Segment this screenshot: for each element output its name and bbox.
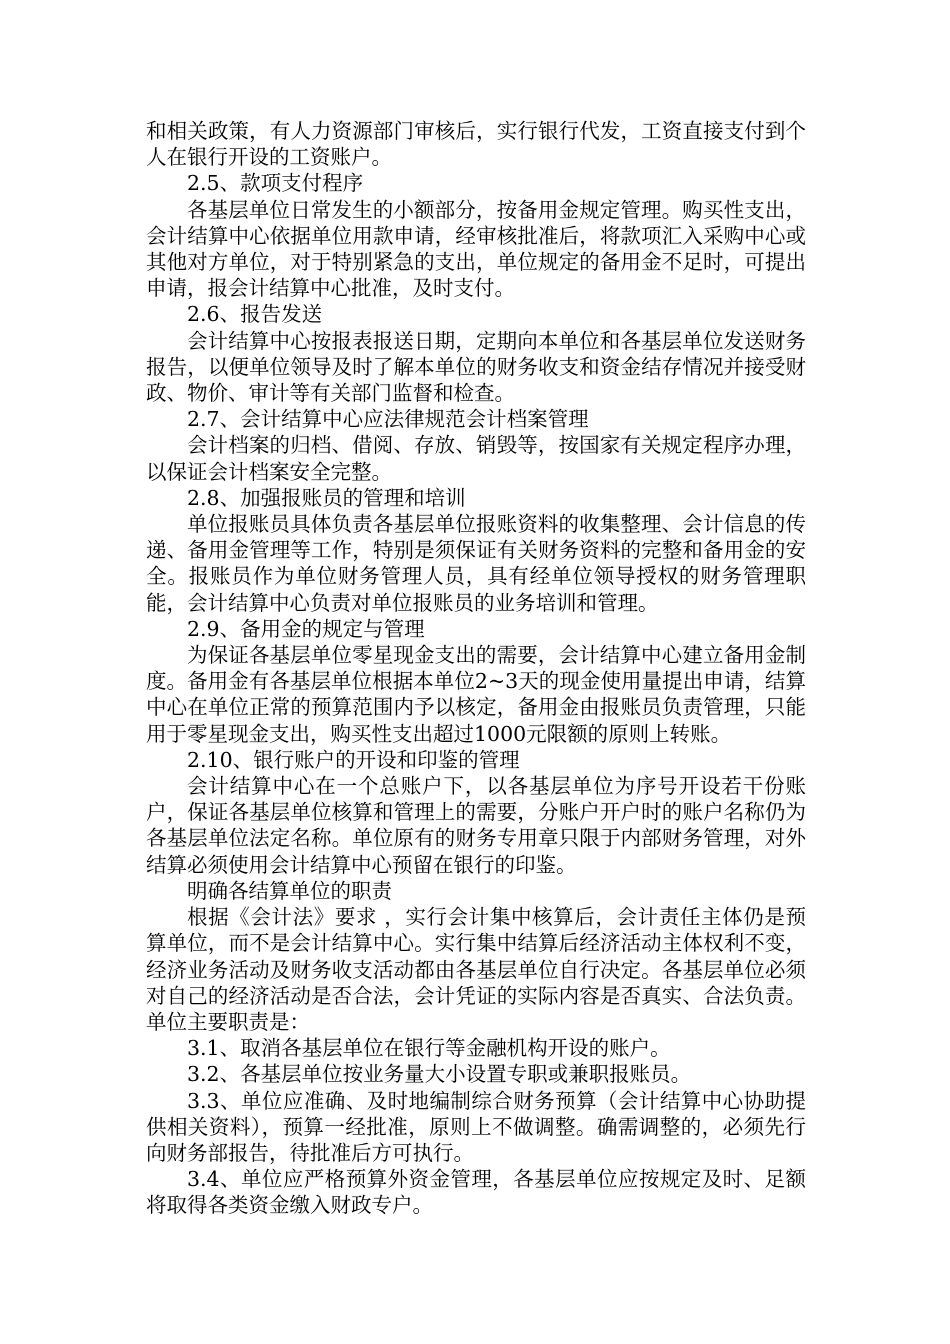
section-heading-2-9: 2.9、备用金的规定与管理 (187, 616, 425, 641)
list-item-3-3: 3.3、单位应准确、及时地编制综合财务预算（会计结算中心协助提供相关资料），预算一经批准，原则上不做调整。确需调整的，必须先行向财务部报告，待批准后方可执行。 (146, 1088, 806, 1165)
list-item-3-4: 3.4、单位应严格预算外资金管理，各基层单位应按规定及时、足额将取得各类资金缴入财政专户。 (146, 1167, 806, 1218)
paragraph: 各基层单位日常发生的小额部分，按备用金规定管理。购买性支出，会计结算中心依据单位用款申请，经审核批准后，将款项汇入采购中心或其他对方单位，对于特别紧急的支出，单位规定的备用金不足时，可提出申请，报会计结算中心批准，及时支付。 (146, 197, 806, 301)
section-heading-2-10: 2.10、银行账户的开设和印鉴的管理 (187, 747, 520, 772)
paragraph: 会计结算中心在一个总账户下，以各基层单位为序号开设若干份账户，保证各基层单位核算和管理上的需要，分账户开户时的账户名称仍为各基层单位法定名称。单位原有的财务专用章只限于内部财务管理，对外结算必须使用会计结算中心预留在银行的印鉴。 (146, 774, 806, 877)
section-heading-2-5: 2.5、款项支付程序 (187, 171, 364, 196)
section-heading-2-7: 2.7、会计结算中心应法律规范会计档案管理 (187, 407, 589, 432)
section-heading-2-8: 2.8、加强报账员的管理和培训 (187, 485, 466, 510)
list-item-3-2: 3.2、各基层单位按业务量大小设置专职或兼职报账员。 (187, 1062, 692, 1087)
section-heading-responsibilities: 明确各结算单位的职责 (187, 878, 392, 903)
section-heading-2-6: 2.6、报告发送 (187, 302, 323, 327)
document-page (146, 118, 806, 1219)
paragraph: 根据《会计法》要求 ，实行会计集中核算后，会计责任主体仍是预算单位，而不是会计结算中心。实行集中结算后经济活动主体权利不变，经济业务活动及财务收支活动都由各基层单位自行决定。各基层单位必须对自己的经济活动是否合法，会计凭证的实际内容是否真实、合法负责。单位主要职责是： (146, 905, 806, 1034)
paragraph: 单位报账员具体负责各基层单位报账资料的收集整理、会计信息的传递、备用金管理等工作，特别是须保证有关财务资料的完整和备用金的安全。报账员作为单位财务管理人员，具有经单位领导授权的财务管理职能，会计结算中心负责对单位报账员的业务培训和管理。 (146, 512, 806, 615)
list-item-3-1: 3.1、取消各基层单位在银行等金融机构开设的账户。 (187, 1036, 671, 1061)
paragraph-continued: 和相关政策，有人力资源部门审核后，实行银行代发，工资直接支付到个人在银行开设的工资账户。 (146, 119, 806, 170)
paragraph: 会计结算中心按报表报送日期，定期向本单位和各基层单位发送财务报告，以便单位领导及时了解本单位的财务收支和资金结存情况并接受财政、物价、审计等有关部门监督和检查。 (146, 328, 806, 406)
paragraph: 会计档案的归档、借阅、存放、销毁等，按国家有关规定程序办理，以保证会计档案安全完整。 (146, 433, 806, 484)
paragraph: 为保证各基层单位零星现金支出的需要，会计结算中心建立备用金制度。备用金有各基层单位根据本单位2~3天的现金使用量提出申请，结算中心在单位正常的预算范围内予以核定，备用金由报账员负责管理，只能用于零星现金支出，购买性支出超过1000元限额的原则上转账。 (146, 643, 806, 746)
